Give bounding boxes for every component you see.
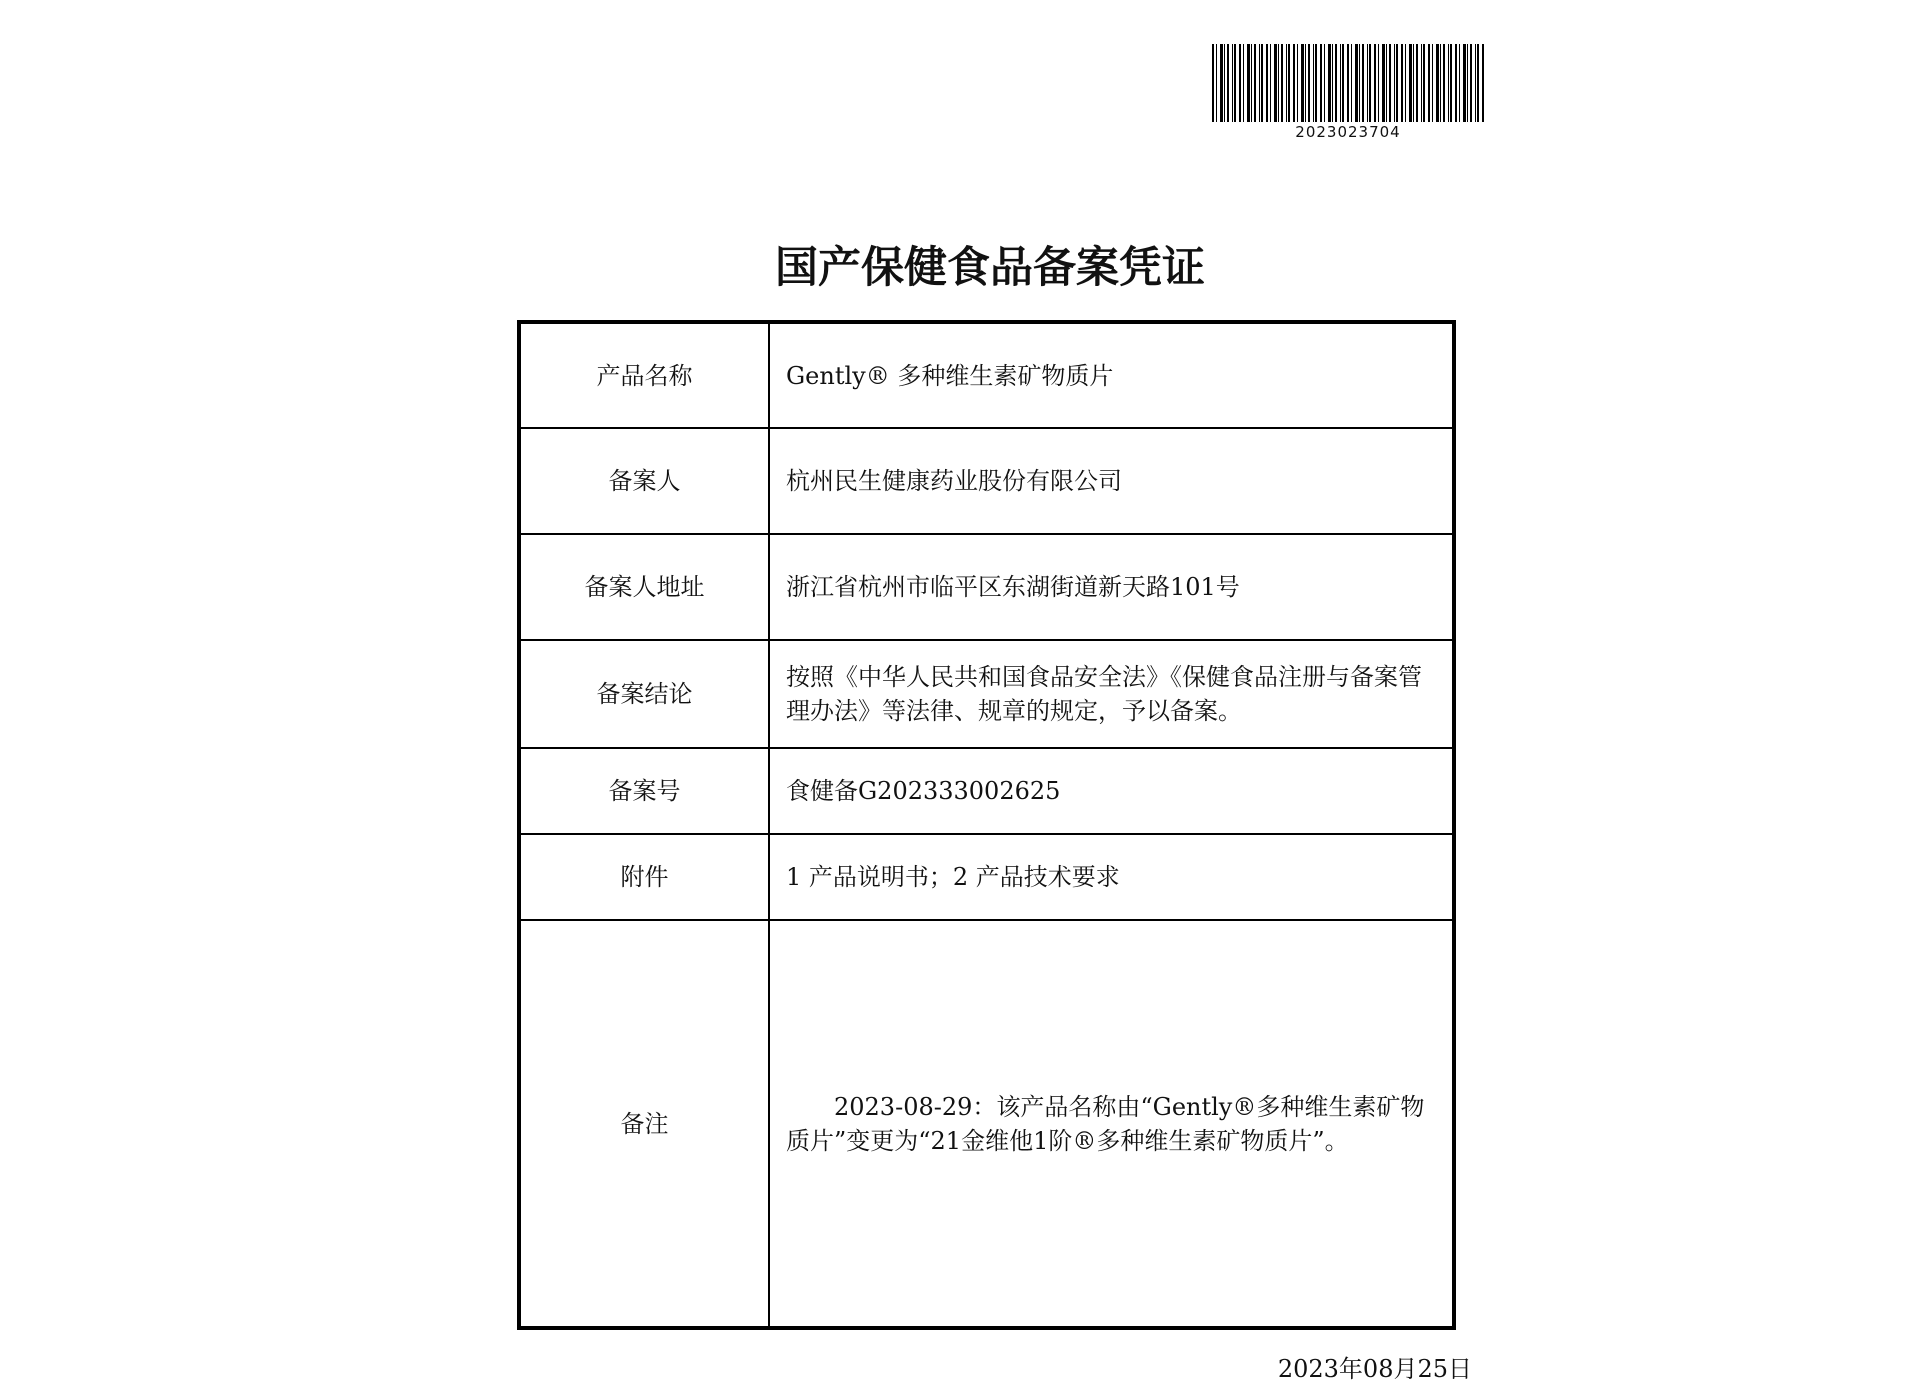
row-conclusion	[519, 640, 1454, 748]
value-filer: 杭州民生健康药业股份有限公司	[769, 428, 1454, 534]
row-record-number	[519, 748, 1454, 834]
label-filer: 备案人	[519, 428, 769, 534]
row-product-name	[519, 322, 1454, 428]
value-attachments: 1 产品说明书；2 产品技术要求	[769, 834, 1454, 920]
barcode	[1212, 44, 1484, 144]
row-remarks	[519, 920, 1454, 1328]
row-filer-address	[519, 534, 1454, 640]
row-attachments	[519, 834, 1454, 920]
value-conclusion: 按照《中华人民共和国食品安全法》《保健食品注册与备案管理办法》等法律、规章的规定，予以备案。	[769, 640, 1454, 748]
label-record-number: 备案号	[519, 748, 769, 834]
barcode-number: 2023023704	[1212, 122, 1484, 142]
issue-date: 2023年08月25日	[1277, 1355, 1472, 1383]
barcode-bars	[1212, 44, 1484, 122]
row-filer	[519, 428, 1454, 534]
label-remarks: 备注	[519, 920, 769, 1328]
record-table	[517, 320, 1456, 1330]
label-attachments: 附件	[519, 834, 769, 920]
label-conclusion: 备案结论	[519, 640, 769, 748]
label-product-name: 产品名称	[519, 322, 769, 428]
value-filer-address: 浙江省杭州市临平区东湖街道新天路101号	[769, 534, 1454, 640]
label-filer-address: 备案人地址	[519, 534, 769, 640]
document-title: 国产保健食品备案凭证	[775, 243, 1205, 293]
value-product-name: Gently® 多种维生素矿物质片	[769, 322, 1454, 428]
value-remarks: 2023-08-29：该产品名称由“Gently®多种维生素矿物质片”变更为“21金维他1阶®多种维生素矿物质片”。	[769, 920, 1454, 1328]
value-record-number: 食健备G202333002625	[769, 748, 1454, 834]
